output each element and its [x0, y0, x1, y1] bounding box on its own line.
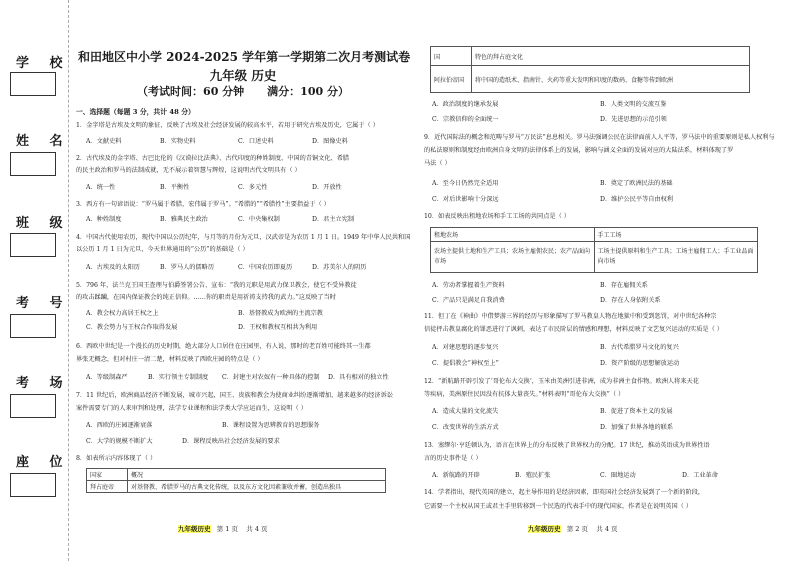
q7-stem-line1: 7．11 世纪后，欧洲商品经济不断发展，城市兴起，国王、贵族和教会为使商业纠纷逐渐增加，越来越多的经济诉讼	[76, 392, 393, 399]
table-cell: 特色的拜占庭文化	[472, 47, 750, 66]
q13-stem-line1: 13．塞缪尔·亨廷顿认为，语言在世界上的分布反映了世界权力的分配。17 世纪，推动英语成为世界性语	[424, 442, 710, 449]
table-cell: 国	[431, 47, 472, 66]
q12-stem-line2: 等疾病，美洲原住民因没有抗体大量丧失。”材料表明“哥伦布大交换”（ ）	[424, 391, 625, 398]
q8-table-part2	[430, 46, 750, 93]
q13-option-b[interactable]: B．殖民扩张	[515, 472, 551, 479]
table-cell: 国家	[87, 469, 128, 481]
q12-option-c[interactable]: C．改变世界的生活方式	[432, 424, 499, 431]
q4-option-b[interactable]: B．罗马人的儒略历	[160, 264, 215, 271]
exam-title: 和田地区中小学 2024-2025 学年第一学期第二次月考测试卷	[78, 50, 411, 64]
q14-stem-line1: 14．学者指出，现代英国的建立，起主导作用的是经济因素，即英国社会经济发展到了一个新的阶段，	[424, 489, 705, 496]
table-cell: 手工工场	[594, 228, 758, 242]
q6-option-a[interactable]: A．等级制森严	[86, 374, 128, 381]
q10-option-c[interactable]: C．产品只是满足自我消费	[432, 297, 505, 304]
table-cell: 概况	[128, 469, 386, 481]
school-field[interactable]	[10, 72, 56, 96]
q12-option-a[interactable]: A．造成大量的文化流失	[432, 408, 499, 415]
q8-option-a[interactable]: A．政治制度的继承发展	[432, 101, 499, 108]
q2-stem-line2: 的民主政治和罗马的法制成就，无不展示着智慧与辉煌，这说明古代文明具有（ ）	[76, 167, 301, 174]
q6-option-d[interactable]: D．具有相对的独立性	[328, 374, 389, 381]
q9-stem-line1: 9．近代国际法的概念和范畴与罗马“万民法”息息相关。罗马法强调公民在法律面前人人平等，罗马法中的重要原则是私人权利与	[424, 134, 775, 141]
q6-stem-line1: 6．西欧中世纪是一个漫长的历史时期，绝大部分人口居住在庄园里，有人说，那时的老百姓可能终其一生都	[76, 343, 371, 350]
q5-option-a[interactable]: A．教会权力高居王权之上	[86, 310, 159, 317]
q7-option-c[interactable]: C．大学的规模不断扩大	[86, 438, 153, 445]
q1-option-d[interactable]: D．图像史料	[312, 138, 348, 145]
table-cell: 拜占庭帝	[87, 481, 128, 493]
q5-stem-line1: 5．796 年，法兰克王国王查理与伯爵签署公告、宣布：“我的元职是用武力保卫教会，使它不受异教徒	[76, 282, 357, 289]
label-seat: 座 位	[16, 455, 71, 470]
q12-option-d[interactable]: D．加强了世界各地的联系	[600, 424, 674, 431]
q7-option-a[interactable]: A．西欧的庄园逐渐衰落	[86, 422, 153, 429]
q10-table	[430, 227, 758, 273]
q9-stem-line2: 的私法原则和制度经由欧洲自身文明的法律体系上的发展，影响与涵义全面的发展对应的大陆法系，材料体现了罗	[424, 147, 734, 154]
exam-subtitle: 九年级 历史	[209, 68, 277, 83]
name-field[interactable]	[10, 152, 56, 176]
q2-option-a[interactable]: A．统一性	[86, 184, 116, 191]
q11-option-b[interactable]: B．古代希腊罗马文化的复兴	[600, 344, 679, 351]
q13-option-c[interactable]: C．圈地运动	[600, 472, 636, 479]
footer-right	[528, 524, 618, 533]
q13-option-a[interactable]: A．新航路的开辟	[432, 472, 480, 479]
q1-option-c[interactable]: C．口述史料	[238, 138, 274, 145]
binding-line	[68, 0, 69, 561]
label-exam-no: 考 号	[16, 296, 71, 311]
q12-stem-line1: 12．“新航路开辟引发了‘哥伦布大交换’，玉米由美洲引进非洲，成为非洲主食作物。欧洲人将来天花	[424, 378, 699, 385]
footer-page: 第 2 页	[566, 525, 588, 533]
q7-option-d[interactable]: D．课程反映出社会经济发展的要求	[182, 438, 280, 445]
q9-stem-line3: 马法（ ）	[424, 160, 451, 167]
table-row	[87, 481, 386, 493]
q4-option-d[interactable]: D．苏美尔人的阴历	[312, 264, 367, 271]
seat-field[interactable]	[10, 473, 56, 497]
footer-subject: 九年级历史	[178, 525, 211, 533]
q5-stem-line2: 的攻击蹂躏，在国内保证教会的纯正信仰。……你的职责是用祈祷支持我的武力。”这反映了当时	[76, 294, 336, 301]
q5-option-d[interactable]: D．王权和教权互相共为利用	[238, 324, 318, 331]
q4-option-a[interactable]: A．古埃及的太阳历	[86, 264, 140, 271]
q8-option-d[interactable]: D．先进思想的示范引领	[600, 116, 667, 123]
q3-option-a[interactable]: A．种姓制度	[86, 216, 122, 223]
q5-option-c[interactable]: C．教会势力与王权合作取得发展	[86, 324, 178, 331]
exam-time-info: （考试时间：60 分钟 满分：100 分）	[137, 85, 349, 98]
table-row	[431, 66, 750, 93]
q10-option-a[interactable]: A．劳动者掌握着生产资料	[432, 282, 505, 289]
label-room: 考 场	[16, 376, 71, 391]
q2-stem-line1: 2．古代埃及的金字塔、古巴比伦的《汉谟拉比法典》、古代印度的种姓制度、中国的青铜文化、希腊	[76, 155, 350, 162]
footer-subject: 九年级历史	[528, 525, 561, 533]
q6-option-b[interactable]: B．实行领主专制制度	[148, 374, 209, 381]
q9-option-b[interactable]: B．奠定了欧洲民法的基础	[600, 180, 673, 187]
q7-stem-line2: 案件需要专门的人来审判和处理，法学专业课程和法学类大学应运而生，这说明（ ）	[76, 405, 307, 412]
label-school: 学 校	[16, 56, 71, 71]
table-cell: 工场主提供原料和生产工具；工场主雇佣工人；手工业品面向市场	[594, 242, 758, 273]
table-cell: 对基督教、希腊罗马的古典文化传统，以及东方文化因素兼收并蓄，创造出独具	[128, 481, 386, 493]
table-row	[431, 242, 758, 273]
q3-option-b[interactable]: B．雅典民主政治	[160, 216, 208, 223]
label-class: 班 级	[16, 216, 71, 231]
q9-option-d[interactable]: D．维护公民平等自由权利	[600, 196, 674, 203]
q4-option-c[interactable]: C．中国农历即夏历	[238, 264, 293, 271]
q11-stem-line2: 信徒抨击教皇腐化的罪恶进行了讽刺，表达了市民阶层的情感和理想，材料反映了文艺复兴运动的实质是（ ）	[424, 326, 723, 333]
table-cell: 将中国的造纸术、指南针、火药等重大发明和印度的数码、食糖等传到欧洲	[472, 66, 750, 93]
q2-option-b[interactable]: B．平衡性	[160, 184, 190, 191]
q7-option-b[interactable]: B．课程设置为思辨教育的思想服务	[222, 422, 320, 429]
q1-stem: 1．金字塔是古埃及文明的象征，反映了古埃及社会经济发展的较高水平，若用于研究古埃及历史，它属于（ ）	[76, 122, 379, 129]
q8-option-c[interactable]: C．宗教信仰的全面统一	[432, 116, 499, 123]
q8-stem: 8．如表所示内容体现了（ ）	[76, 455, 157, 462]
q10-stem: 10．如表反映出租地农场和手工工场的共同点是（ ）	[424, 213, 570, 220]
table-cell: 阿拉伯帝国	[431, 66, 472, 93]
class-field[interactable]	[10, 233, 56, 257]
q10-option-b[interactable]: B．存在雇佣关系	[600, 282, 648, 289]
q14-stem-line2: 它需要一个主权从国王或君主手里转移到一个民选的代表手中的现代国家，作者是在说明英国（ ）	[424, 503, 693, 510]
table-row	[87, 469, 386, 481]
q8-option-b[interactable]: B．人类文明的交流互鉴	[600, 101, 667, 108]
q12-option-b[interactable]: B．促进了资本主义的发展	[600, 408, 673, 415]
exam-no-field[interactable]	[10, 314, 56, 338]
q9-option-a[interactable]: A．至今日仍然完全适用	[432, 180, 499, 187]
q4-stem-line2: 以公历 1 月 1 日为元旦，今天世界通用的“公历”的基础是（ ）	[76, 246, 249, 253]
q9-option-c[interactable]: C．对后世影响十分深远	[432, 196, 499, 203]
q11-option-d[interactable]: D．资产阶级的思想解放运动	[600, 360, 680, 367]
table-cell: 租地农场	[431, 228, 595, 242]
section-heading: 一、选择题（每题 3 分，共计 48 分）	[76, 108, 195, 116]
q3-option-c[interactable]: C．中央集权制	[238, 216, 280, 223]
footer-total: 共 4 页	[596, 525, 618, 533]
q10-option-d[interactable]: D．存在人身依附关系	[600, 297, 661, 304]
q3-stem: 3．西方有一句谚语说：“罗马属于希腊，宏伟属于罗马”。“希腊的”“希腊性”主要指益于（ ）	[76, 201, 330, 208]
q2-option-d[interactable]: D．开放性	[312, 184, 342, 191]
footer-left	[178, 524, 268, 533]
q6-stem-line2: 界张无概念，但对村庄一清二楚，材料反映了西欧庄园的特点是（ ）	[76, 356, 264, 363]
table-cell: 农场主提供土地和生产工具；农场主雇佣农民；农产品面向市场	[431, 242, 595, 273]
q1-option-a[interactable]: A．文献史料	[86, 138, 122, 145]
q13-stem-line2: 言的历史事件是（ ）	[424, 455, 482, 462]
q1-option-b[interactable]: B．实物史料	[160, 138, 196, 145]
q11-option-c[interactable]: C．提倡教会“神权至上”	[432, 360, 499, 367]
q5-option-b[interactable]: B．基督教成为欧洲的主流宗教	[238, 310, 323, 317]
room-field[interactable]	[10, 394, 56, 418]
table-row	[431, 228, 758, 242]
q13-option-d[interactable]: D．工业革命	[682, 472, 718, 479]
table-row	[431, 47, 750, 66]
label-name: 姓 名	[16, 134, 71, 149]
footer-page: 第 1 页	[216, 525, 238, 533]
q3-option-d[interactable]: D．君主立宪制	[312, 216, 355, 223]
q11-option-a[interactable]: A．对建思想的逐步复兴	[432, 344, 499, 351]
q2-option-c[interactable]: C．多元性	[238, 184, 268, 191]
footer-total: 共 4 页	[246, 525, 268, 533]
q6-option-c[interactable]: C．封建主对农奴有一种具体的控制	[222, 374, 320, 381]
q4-stem-line1: 4．中国古代使用农历，现代中国以公历纪年，与月等的月份为元旦，汉武帝是为农历 1 月 1 日。1949 年中华人民共和国	[76, 234, 411, 241]
q8-table-part1	[86, 468, 386, 493]
q11-stem-line1: 11．但丁在《神曲》中借梦游三界的经历与形象描写了罗马教皇人物在地狱中和受到惩罚，对中世纪各种宗	[424, 313, 717, 320]
